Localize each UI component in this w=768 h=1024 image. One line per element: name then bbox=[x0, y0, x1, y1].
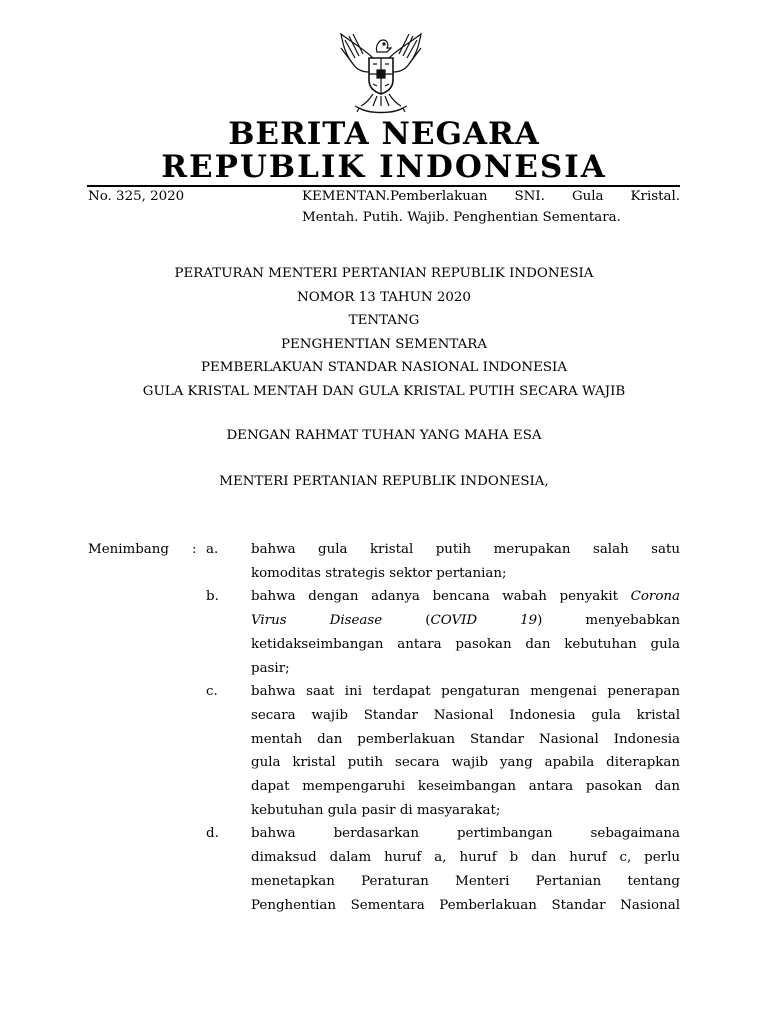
regulation-number: NOMOR 13 TAHUN 2020 bbox=[297, 289, 471, 305]
preamble-rahmat: DENGAN RAHMAT TUHAN YANG MAHA ESA bbox=[226, 428, 542, 443]
item-line: bahwa saat ini terdapat pengaturan mengenai penerapan bbox=[251, 684, 680, 700]
item-italic-run: Virus Disease bbox=[251, 613, 383, 629]
item-line: kebutuhan gula pasir di masyarakat; bbox=[251, 802, 501, 818]
preamble-menteri: MENTERI PERTANIAN REPUBLIK INDONESIA, bbox=[219, 474, 549, 489]
item-line bbox=[251, 609, 680, 633]
item-line bbox=[251, 585, 680, 609]
item-text bbox=[251, 538, 680, 585]
gazette-subject-line2: Mentah. Putih. Wajib. Penghentian Sementara. bbox=[302, 210, 621, 225]
considering-label: Menimbang bbox=[88, 542, 169, 557]
regulation-title-line: PERATURAN MENTERI PERTANIAN REPUBLIK INDONESIA bbox=[174, 266, 594, 281]
regulation-title bbox=[88, 262, 680, 404]
regulation-title-line: PENGHENTIAN SEMENTARA bbox=[280, 336, 487, 352]
gazette-subject-line1: KEMENTAN.Pemberlakuan SNI. Gula Kristal. bbox=[302, 189, 680, 204]
item-letter: b. bbox=[206, 589, 219, 605]
gazette-subject bbox=[302, 186, 680, 228]
item-text-run: bahwa dengan adanya bencana wabah penyakit bbox=[251, 589, 631, 605]
item-text bbox=[251, 585, 680, 680]
item-line: mentah dan pemberlakuan Standar Nasional Indonesia bbox=[251, 731, 680, 747]
item-italic-run: Corona bbox=[630, 589, 680, 605]
item-line: bahwa gula kristal putih merupakan salah satu bbox=[251, 542, 680, 557]
item-line: pasir; bbox=[251, 660, 290, 676]
item-italic-run: COVID 19 bbox=[430, 613, 538, 629]
considering-item bbox=[88, 585, 680, 680]
considering-section bbox=[88, 538, 680, 917]
item-text-run: ) bbox=[537, 613, 543, 629]
item-letter: d. bbox=[206, 826, 219, 842]
masthead-title-line2: REPUBLIK INDONESIA bbox=[161, 149, 607, 185]
item-line: dimaksud dalam huruf a, huruf b dan huruf c, perlu bbox=[251, 850, 680, 866]
considering-item bbox=[88, 822, 680, 917]
item-text bbox=[251, 822, 680, 917]
item-text bbox=[251, 680, 680, 822]
item-line: ketidakseimbangan antara pasokan dan kebutuhan gula bbox=[251, 636, 680, 652]
item-line: secara wajib Standar Nasional Indonesia gula kristal bbox=[251, 707, 680, 723]
masthead-title-line1: BERITA NEGARA bbox=[228, 116, 540, 152]
item-letter: a. bbox=[206, 542, 219, 557]
regulation-title-line: GULA KRISTAL MENTAH DAN GULA KRISTAL PUTIH SECARA WAJIB bbox=[142, 383, 626, 399]
item-line: menetapkan Peraturan Menteri Pertanian tentang bbox=[251, 873, 680, 889]
regulation-title-line: TENTANG bbox=[348, 313, 420, 329]
item-line: gula kristal putih secara wajib yang apabila diterapkan bbox=[251, 755, 680, 771]
item-text-run: menyebabkan bbox=[585, 613, 680, 629]
regulation-title-line: PEMBERLAKUAN STANDAR NASIONAL INDONESIA bbox=[200, 360, 567, 376]
item-line: bahwa berdasarkan pertimbangan sebagaimana bbox=[251, 826, 680, 842]
considering-item bbox=[88, 680, 680, 822]
garuda-emblem-icon bbox=[333, 28, 429, 114]
gazette-number: No. 325, 2020 bbox=[88, 189, 185, 204]
item-line: Penghentian Sementara Pemberlakuan Standar Nasional bbox=[251, 897, 680, 913]
item-letter: c. bbox=[206, 684, 218, 700]
considering-colon: : bbox=[192, 542, 197, 557]
item-text-run: ( bbox=[425, 613, 431, 629]
item-line: komoditas strategis sektor pertanian; bbox=[251, 565, 507, 581]
item-line: dapat mempengaruhi keseimbangan antara pasokan dan bbox=[251, 779, 680, 795]
considering-item bbox=[88, 538, 680, 585]
